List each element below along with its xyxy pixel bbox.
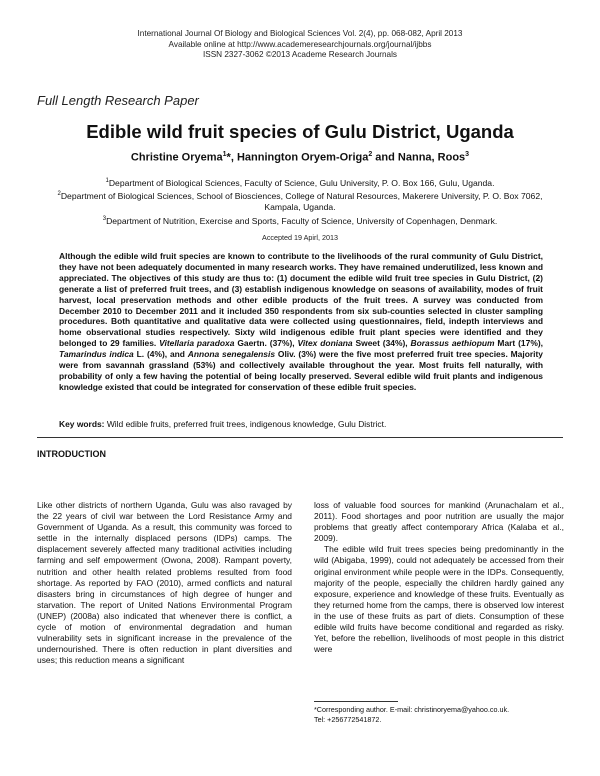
abstract [59,251,543,393]
abstract-text: L. (4%), and [133,349,188,360]
body-paragraph: Like other districts of northern Uganda, Gulu was also ravaged by the 22 years of civil war between the Lord Resistance Army and Government of Uganda. As a result, this community was forced to settle in the internally displaced persons (IDPs) camps. The displacement severely affected many traditional activities including farming and self empowerment (Owona, 2008). Rampant poverty, nutrition and other health related problems resulted from food shortage. As reported by FAO (2010), armed conflicts and natural disasters bring in circumstances of high degree of hunger and starvation. The report of United Nations Environmental Program (UNEP) (2008a) also indicated that whenever there is conflict, a cycle of motion of environmental degradation and human vulnerability sets in significant increase in the prevalence of the undernourished. There is often reduction in plant diversities and uses; this reduction means a significant [37,500,292,666]
affiliation-number: 2 [57,191,61,198]
corresponding-author-phone: Tel: +256772541872. [314,714,382,724]
abstract-text: Oliv. (3%) were the five most preferred fruit tree species. Majority were from savannah grassland (53%) and collectively available throughout the year. Most fruits fell naturally, with probability of only a few having the potential of being locally preserved. Several edible wild fruit plants and indigenous knowledge existed that could be integrated for conservation of these edible fruit species. [59,349,543,392]
affiliation [40,214,560,227]
author-separator: and [372,151,398,164]
keywords-label: Key words: [59,419,105,429]
species-name: Vitex doniana [297,338,353,349]
affiliation-text: Department of Nutrition, Exercise and Sports, Faculty of Science, University of Copenhagen, Denmark. [106,215,498,226]
left-column [37,500,292,666]
paper-type: Full Length Research Paper [37,93,199,108]
author-name: Hannington Oryem-Origa [236,151,369,164]
species-name: Borassus aethiopum [410,338,495,349]
affiliation-text: Department of Biological Sciences, Faculty of Science, Gulu University, P. O. Box 166, Gulu, Uganda. [108,177,495,188]
body-paragraph: The edible wild fruit trees species being predominantly in the wild (Abigaba, 1999), could not adequately be accessed from their original environment while people were in the IDPs. Consequently, majority of the people, especially the children hardly gained any exposure, experience and knowledge of these fruits. Eventually as they returned home from the camps, there is observed low interest in the use of these fruits as part of diets. Consumption of these edible wild fruits have become conditional and regarded as risky. Yet, before the rebellion, livelihoods of most people in this district were [314,544,564,655]
author-list [0,151,600,164]
footnote [314,705,566,724]
species-name: Annona senegalensis [187,349,276,360]
accepted-date: Accepted 19 Apirl, 2013 [262,233,338,242]
author-name: Christine Oryema [130,151,223,164]
journal-citation: International Journal Of Biology and Biological Sciences Vol. 2(4), pp. 068-082, April 2013 [137,29,463,38]
abstract-text: Mart (17%), [494,338,543,349]
paper-title: Edible wild fruit species of Gulu District, Uganda [86,121,514,142]
affiliation [40,189,560,213]
author-separator: , [230,151,237,164]
affiliation-number: 1 [105,178,109,184]
affiliations [40,176,560,227]
body-paragraph: loss of valuable food sources for mankind (Arunachalam et al., 2011). Food shortages and poor nutrition are usually the major problems that greatly affect contemporary Africa (Kalaba et al., 2009). [314,500,564,544]
author-affil-mark: 3 [465,151,470,158]
species-name: Vitellaria paradoxa [159,338,235,349]
journal-url[interactable]: Available online at http://www.academeresearchjournals.org/journal/ijbbs [168,39,432,49]
author-name: Nanna, Roos [397,151,466,164]
journal-issn: ISSN 2327-3062 ©2013 Academe Research Journals [202,50,397,59]
corresponding-mark: * [226,151,231,164]
affiliation [40,176,560,189]
species-name: Tamarindus indica [59,349,134,360]
affiliation-text: Department of Biological Sciences, School of Biosciences, College of Natural Resources, Makerere University, P. O. Box 7062, Kampala, Uganda. [60,191,543,213]
author-affil-mark: 2 [368,151,373,158]
keywords-text: Wild edible fruits, preferred fruit trees, indigenous knowledge, Gulu District. [104,419,387,429]
corresponding-author-email[interactable]: *Corresponding author. E-mail: christinoryema@yahoo.co.uk. [314,705,510,714]
abstract-text: Gaertn. (37%), [234,338,298,349]
abstract-text: Although the edible wild fruit species are known to contribute to the livelihoods of the rural community of Gulu District, they have not been adequately documented in many research works. They have remained underutilized, less known and appreciated. The objectives of this study are thus to: (1) document the edible wild fruit tree species in Gulu District, (2) generate a list of preferred fruit trees, and (3) establish indigenous knowledge on seasons of availability, modes of fruit harvest, local preservation methods and other edible products of the fruit trees. A survey was conducted from December 2010 to December 2011 and it included 350 respondents from six sub-counties selected in cluster sampling procedures. Both quantitative and qualitative data were collected using questionnaires, field, indepth interviews and home observational studies respectively. Sixty wild indigenous edible fruit plant species were identified and they belonged to 29 families. [59,251,543,349]
journal-header [0,29,600,61]
section-divider [37,437,563,438]
right-column [314,500,564,655]
keywords [59,419,543,429]
section-heading: INTRODUCTION [37,449,106,459]
footnote-divider [314,701,398,702]
affiliation-number: 3 [102,215,107,222]
author-affil-mark: 1 [222,151,227,158]
abstract-text: Sweet (34%), [352,338,411,349]
